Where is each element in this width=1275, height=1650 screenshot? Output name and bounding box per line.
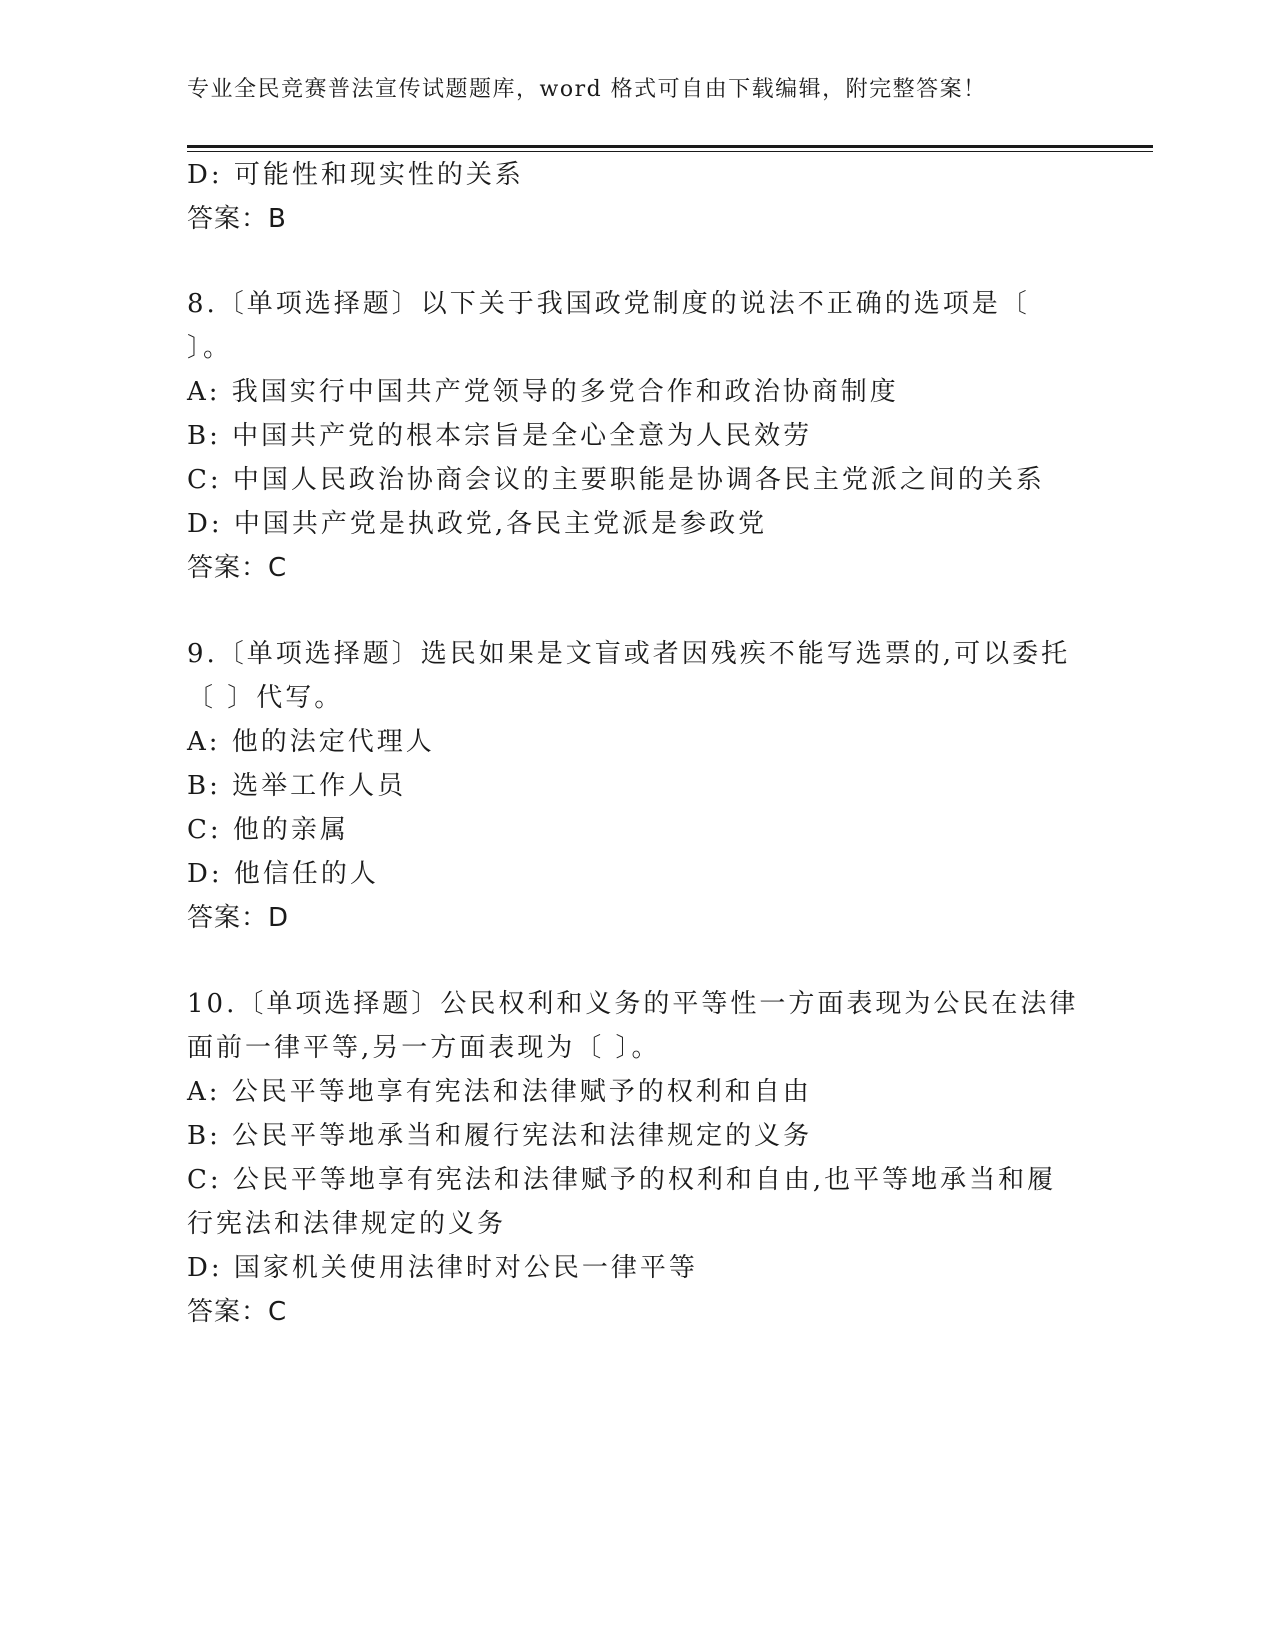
option-c-continued: 行宪法和法律规定的义务 bbox=[187, 1209, 507, 1239]
question-stem: 10.〔单项选择题〕公民权利和义务的平等性一方面表现为公民在法律 bbox=[187, 989, 1079, 1019]
option-a: A: 他的法定代理人 bbox=[187, 727, 435, 757]
option-c: C: 他的亲属 bbox=[187, 815, 349, 845]
option-d: D: 中国共产党是执政党,各民主党派是参政党 bbox=[187, 509, 768, 539]
option-d: D: 他信任的人 bbox=[187, 859, 379, 889]
question-stem: 8.〔单项选择题〕以下关于我国政党制度的说法不正确的选项是〔 bbox=[187, 289, 1030, 319]
answer: 答案：B bbox=[187, 204, 287, 234]
option-a: A: 公民平等地享有宪法和法律赋予的权利和自由 bbox=[187, 1077, 812, 1107]
header-rule-thick bbox=[187, 145, 1153, 148]
option-c: C: 中国人民政治协商会议的主要职能是协调各民主党派之间的关系 bbox=[187, 465, 1045, 495]
option-a: A: 我国实行中国共产党领导的多党合作和政治协商制度 bbox=[187, 377, 899, 407]
option-d: D: 国家机关使用法律时对公民一律平等 bbox=[187, 1253, 698, 1283]
option-b: B: 公民平等地承当和履行宪法和法律规定的义务 bbox=[187, 1121, 813, 1151]
option-c: C: 公民平等地享有宪法和法律赋予的权利和自由,也平等地承当和履 bbox=[187, 1165, 1057, 1195]
header-rule-thin bbox=[187, 151, 1153, 152]
question-stem: 9.〔单项选择题〕选民如果是文盲或者因残疾不能写选票的,可以委托 bbox=[187, 639, 1071, 669]
question-stem-continued: 〕。 bbox=[187, 333, 233, 363]
answer: 答案：C bbox=[187, 1297, 288, 1327]
question-stem-continued: 〔 〕代写。 bbox=[187, 683, 344, 713]
option-d: D: 可能性和现实性的关系 bbox=[187, 160, 524, 190]
answer: 答案：C bbox=[187, 553, 288, 583]
page-header: 专业全民竞赛普法宣传试题题库，word 格式可自由下载编辑，附完整答案！ bbox=[187, 77, 987, 102]
question-stem-continued: 面前一律平等,另一方面表现为〔 〕。 bbox=[187, 1033, 661, 1063]
option-b: B: 中国共产党的根本宗旨是全心全意为人民效劳 bbox=[187, 421, 813, 451]
answer: 答案：D bbox=[187, 903, 290, 933]
option-b: B: 选举工作人员 bbox=[187, 771, 407, 801]
